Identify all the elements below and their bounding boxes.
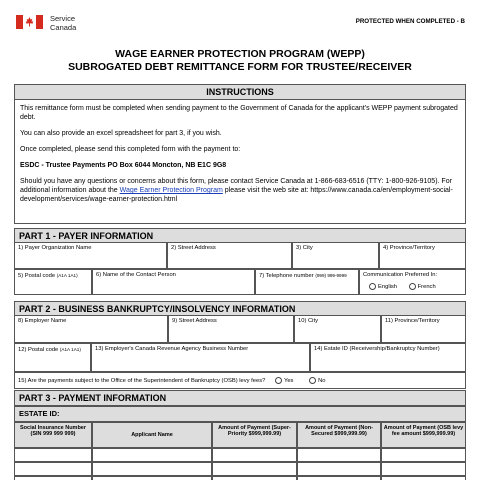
field-label: 4) Province/Territory [383,245,435,251]
service-canada-wordmark [50,14,76,32]
instructions-paragraph-2: You can also provide an excel spreadsheet for part 3, if you wish. [20,130,222,137]
employer-name-field[interactable] [14,315,168,343]
no-radio[interactable] [309,377,316,384]
employer-postal-code-field[interactable] [14,343,91,372]
english-radio[interactable] [369,283,376,290]
canada-flag-icon [16,15,43,29]
table-cell[interactable] [212,462,297,476]
instructions-body [15,100,465,215]
instructions-heading: INSTRUCTIONS [15,85,465,100]
field-label: 13) Employer's Canada Revenue Agency Business Number [95,346,249,352]
column-header-applicant-name: Applicant Name [92,422,212,448]
communication-preference-group [359,269,466,295]
payer-city-field[interactable] [292,242,379,269]
part1-heading: PART 1 - PAYER INFORMATION [14,228,466,244]
field-label: 8) Employer Name [18,318,67,324]
field-label: 9) Street Address [172,318,217,324]
no-label: No [318,378,326,385]
payer-organization-name-field[interactable] [14,242,167,269]
field-label: 12) Postal code [18,347,59,353]
field-label: 2) Street Address [171,245,216,251]
table-cell[interactable] [14,476,92,480]
table-cell[interactable] [297,448,381,462]
field-label: 5) Postal code [18,273,56,279]
osb-question-text: 15) Are the payments subject to the Office of the Superintendent of Bankruptcy (OSB) levy fees? [18,378,266,385]
french-radio[interactable] [409,283,416,290]
english-label: English [378,284,398,291]
column-header-sin: Social Insurance Number (SIN 999 999 999) [14,422,92,448]
french-label: French [417,284,436,291]
field-label: 11) Province/Territory [385,318,440,324]
table-cell[interactable] [212,448,297,462]
field-label: 6) Name of the Contact Person [96,272,176,278]
table-cell[interactable] [92,462,212,476]
brand-line-2: Canada [50,23,77,32]
contact-person-field[interactable] [92,269,255,295]
payer-postal-code-field[interactable] [14,269,92,295]
table-cell[interactable] [92,476,212,480]
field-label: 1) Payer Organization Name [18,245,92,251]
part2-heading: PART 2 - BUSINESS BANKRUPTCY/INSOLVENCY INFORMATION [14,301,466,317]
employer-city-field[interactable] [294,315,381,343]
part3-heading: PART 3 - PAYMENT INFORMATION [14,390,466,406]
instructions-section [14,84,466,224]
table-cell[interactable] [297,476,381,480]
instructions-paragraph-1: This remittance form must be completed when sending payment to the Government of Canada for the applicant's WEPP payment subrogated debt. [20,105,458,121]
instructions-paragraph-5 [20,177,460,204]
cra-business-number-field[interactable] [91,343,310,372]
osb-levy-question [14,372,466,389]
instructions-paragraph-3: Once completed, please send this completed form with the payment to: [20,146,241,153]
column-header-super-priority: Amount of Payment (Super-Priority $999,999.99) [212,422,297,448]
field-label: 14) Estate ID (Receivership/Bankruptcy Number) [314,346,440,352]
communication-label: Communication Preferred In: [363,272,438,278]
brand-line-1: Service [50,14,76,23]
field-hint: (999) 999-9999 [315,273,347,278]
field-label: 10) City [298,318,318,324]
employer-province-field[interactable] [381,315,466,343]
column-header-non-secured: Amount of Payment (Non-Secured $999,999.99) [297,422,381,448]
table-cell[interactable] [14,462,92,476]
column-header-osb-levy: Amount of Payment (OSB levy fee amount $999,999.99) [381,422,466,448]
website-text: please visit the web site at: https://www.canada.ca/en/employment-social-development/services/wage-earner-protection.html [20,187,453,203]
table-cell[interactable] [381,448,466,462]
form-title-line-2: SUBROGATED DEBT REMITTANCE FORM FOR TRUSTEE/RECEIVER [68,61,412,73]
employer-street-address-field[interactable] [168,315,294,343]
field-hint: (A1A 1A1) [59,347,81,352]
yes-label: Yes [284,378,294,385]
table-cell[interactable] [92,448,212,462]
table-cell[interactable] [381,476,466,480]
yes-radio[interactable] [275,377,282,384]
field-hint: (A1A 1A1) [56,273,78,278]
table-cell[interactable] [381,462,466,476]
form-title-line-1: WAGE EARNER PROTECTION PROGRAM (WEPP) [115,48,365,60]
telephone-field[interactable] [255,269,359,295]
field-label: 3) City [296,245,313,251]
protected-label: PROTECTED WHEN COMPLETED - B [355,18,465,25]
estate-id-field[interactable] [310,343,466,372]
table-cell[interactable] [212,476,297,480]
estate-id-label: ESTATE ID: [14,406,466,422]
payer-province-field[interactable] [379,242,466,269]
table-cell[interactable] [14,448,92,462]
contact-text: Should you have any questions or concerns about this form, please contact Service Canada at 1-866-683-6516 (TTY: 1-800-926-9105). For additional information about the [20,178,452,194]
field-label: 7) Telephone number [259,273,314,279]
mailing-address: ESDC - Trustee Payments PO Box 6044 Moncton, NB E1C 9G8 [20,162,227,169]
table-cell[interactable] [297,462,381,476]
wepp-link[interactable]: Wage Earner Protection Program [119,187,223,194]
payer-street-address-field[interactable] [167,242,292,269]
